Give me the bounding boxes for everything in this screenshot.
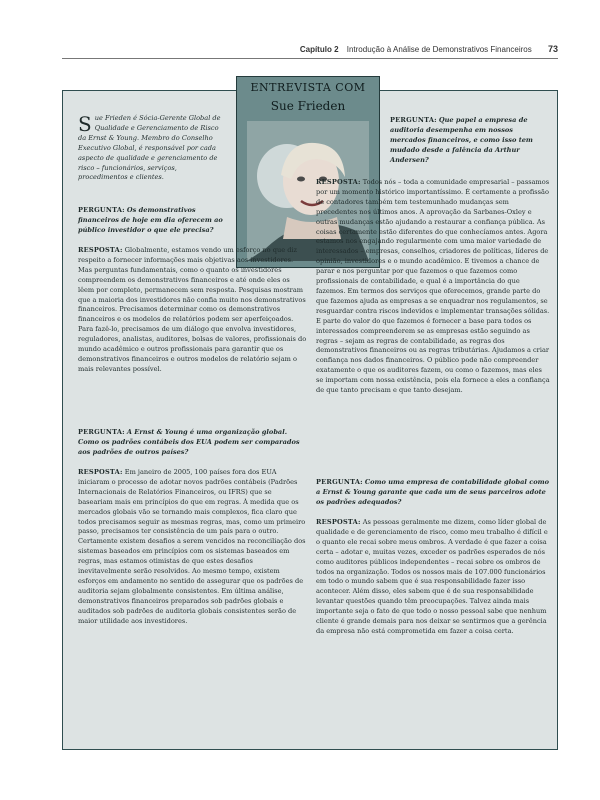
intro-paragraph bbox=[78, 114, 228, 183]
answer-text: Todos nós – toda a comunidade empresarial – passamos por um momento histórico importantíssimo. É certamente a profissão de contadores também tem testemunhado mudanças sem precedentes nos últimos anos. A aprovação da Sarbanes-Oxley e outras mudanças estão ajudando a restaurar a confiança pública. As coisas certamente estão diferentes do que conhecíamos antes. Agora estamos nos engajando regularmente com uma maior variedade de interessados – empresas, conselhos, criadores de políticas, líderes de opinião, investidores e o mundo acadêmico. E tivemos a chance de parar e nos perguntar por que fazemos o que fazemos como profissionais de contabilidade, e qual é a importância do que fazemos. Em termos dos serviços que oferecemos, grande parte do que fazemos ajuda as empresas a se enquadrar nos regulamentos, se resguardar contra riscos indevidos e implementar transações sólidas. E parte do valor do que fazemos é fornecer a base para todos os interessados compreenderem se as empresas estão seguindo as regras – sejam as regras de contabilidade, as regras dos demonstrativos financeiros ou as regras tributárias. Ajudamos a criar confiança nos dados financeiros. O público pode não compreender exatamente o que os auditores fazem, ou como o fazemos, mas eles se importam com nossa existência, pois ela fornece a eles a confiança de que tanto precisam e que tanto desejam. bbox=[316, 178, 550, 395]
header-rule bbox=[62, 58, 558, 59]
chapter-title: Introdução à Análise de Demonstrativos Financeiros bbox=[346, 45, 532, 54]
page-number: 73 bbox=[547, 44, 558, 54]
question-label: PERGUNTA: bbox=[390, 116, 437, 124]
interviewee-name: Sue Frieden bbox=[270, 99, 346, 113]
answer-1 bbox=[78, 246, 308, 375]
drop-cap: S bbox=[78, 112, 92, 136]
question-text: Como uma empresa de contabilidade global como a Ernst & Young garante que cada um de seus parceiros adote os padrões adequados? bbox=[316, 478, 549, 506]
chapter-number: Capítulo 2 bbox=[299, 45, 339, 54]
answer-label: RESPOSTA: bbox=[316, 178, 361, 186]
question-4 bbox=[316, 478, 550, 508]
question-label: PERGUNTA: bbox=[316, 478, 363, 486]
question-text: Que papel a empresa de auditoria desempenha em nossos mercados financeiros, e como isso tem mudado desde a falência da Arthur Andersen? bbox=[390, 116, 533, 164]
question-3 bbox=[390, 116, 548, 166]
question-text: Os demonstrativos financeiros de hoje em dia oferecem ao público investidor o que ele precisa? bbox=[78, 206, 223, 234]
answer-label: RESPOSTA: bbox=[78, 246, 123, 254]
answer-3 bbox=[316, 178, 550, 396]
question-label: PERGUNTA: bbox=[78, 206, 125, 214]
answer-2 bbox=[78, 468, 308, 627]
answer-label: RESPOSTA: bbox=[316, 518, 361, 526]
question-2 bbox=[78, 428, 308, 458]
question-label: PERGUNTA: bbox=[78, 428, 125, 436]
intro-text: ue Frieden é Sócia-Gerente Global de Qualidade e Gerenciamento de Risco da Ernst & Young. Membro do Conselho Executivo Global, é responsável por cada aspecto de qualidade e gerenciamento de risco – funcionários, serviços, procedimentos e clientes. bbox=[78, 114, 221, 182]
answer-text: As pessoas geralmente me dizem, como líder global de qualidade e de gerenciamento de risco, como meu trabalho é difícil e o quanto ele recai sobre meus ombros. A verdade é que fazer a coisa certa – adotar e, muitas vezes, exceder os padrões esperados de nós como auditores públicos independentes – recai sobre os ombros de todos na organização. Todos os nossos mais de 107.000 funcionários em todo o mundo sabem que é sua responsabilidade fazer isso acontecer. Além disso, eles sabem que é de sua responsabilidade levantar questões quando têm preocupações. Talvez ainda mais importante seja o fato de que todo o nosso pessoal sabe que nenhum cliente é grande demais para nos deixar se sentirmos que a gerência da empresa não está comprometida em fazer a coisa certa. bbox=[316, 518, 548, 635]
question-1 bbox=[78, 206, 238, 236]
running-head bbox=[62, 44, 558, 58]
answer-label: RESPOSTA: bbox=[78, 468, 123, 476]
answer-text: Em janeiro de 2005, 100 países fora dos EUA iniciaram o processo de adotar novos padrões contábeis (Padrões Internacionais de Relatórios Financeiros, ou IFRS) que se baseariam mais em princípios do que em regras. À medida que os mercados globais vão se tornando mais complexos, fica claro que todos precisamos seguir as mesmas regras, mas, como um primeiro passo, precisamos ter consistência de um país para o outro. Certamente existem desafios a serem vencidos na reconciliação dos sistemas baseados em princípios com os sistemas baseados em regras, mas estamos otimistas de que estes desafios inevitavelmente serão resolvidos. Ao mesmo tempo, existem esforços em andamento no sentido de assegurar que os padrões de auditoria sejam globalmente consistentes. Em última análise, demonstrativos financeiros preparados sob padrões globais e auditados sob padrões de auditoria globais consistentes serão de maior utilidade aos investidores. bbox=[78, 468, 306, 625]
answer-4 bbox=[316, 518, 550, 637]
answer-text: Globalmente, estamos vendo um esforço no que diz respeito a fornecer informações mais objetivas aos investidores. Mas perguntas fundamentais, como o quanto os investidores compreendem os demonstrativos financeiros e até onde eles os lêem por completo, permanecem sem resposta. Pesquisas mostram que a maioria dos investidores não confia muito nos demonstrativos financeiros. Precisamos determinar como os demonstrativos financeiros e os modelos de relatórios podem ser aperfeiçoados. Para fazê-lo, precisamos de um diálogo que envolva investidores, reguladores, analistas, auditores, bolsas de valores, profissionais do mundo acadêmico e outros profissionais para garantir que os demonstrativos financeiros e outros modelos de relatório sejam o mais relevantes possível. bbox=[78, 246, 307, 373]
interview-label: ENTREVISTA COM bbox=[250, 81, 366, 94]
question-text: A Ernst & Young é uma organização global. Como os padrões contábeis dos EUA podem ser comparados aos padrões de outros países? bbox=[78, 428, 300, 456]
